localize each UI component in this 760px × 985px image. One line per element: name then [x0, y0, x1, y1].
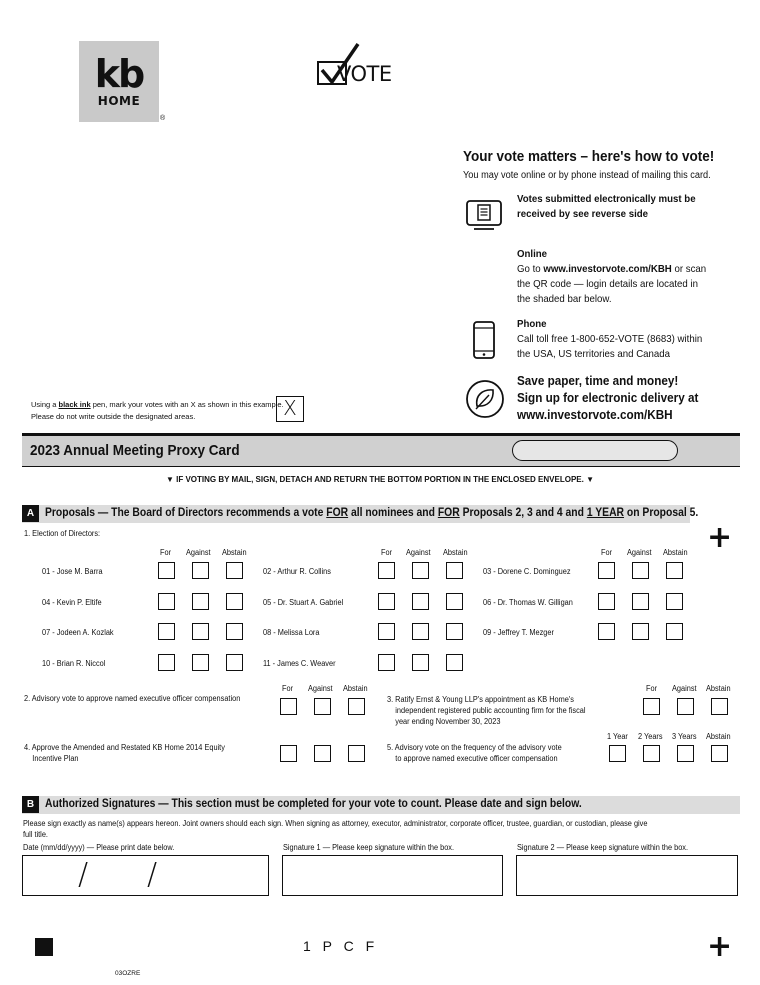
checkbox-abstain[interactable]	[226, 593, 243, 610]
checkbox-for[interactable]	[598, 593, 615, 610]
date-separator: /	[147, 857, 158, 892]
section-b-heading: Authorized Signatures — This section must be completed for your vote to count. Please date and sign below.	[45, 798, 582, 810]
checkbox-abstain[interactable]	[348, 698, 365, 715]
signature-1-field[interactable]	[282, 855, 503, 896]
checkbox-2-years[interactable]	[643, 745, 660, 762]
registration-plus-mark: +	[707, 520, 733, 555]
director-name: 09 - Jeffrey T. Mezger	[483, 628, 554, 637]
col-header-abstain: Abstain	[343, 684, 368, 693]
proposal-4-text: 4. Approve the Amended and Restated KB Home 2014 Equity Incentive Plan	[24, 743, 225, 763]
col-header-for: For	[381, 548, 393, 557]
how-to-vote-subtitle: You may vote online or by phone instead of mailing this card.	[463, 170, 711, 181]
checkbox-against[interactable]	[192, 654, 209, 671]
checkbox-1-year[interactable]	[609, 745, 626, 762]
director-name: 01 - Jose M. Barra	[42, 567, 103, 576]
checkbox-against[interactable]	[412, 654, 429, 671]
checkbox-for[interactable]	[158, 654, 175, 671]
col-header-abstain: Abstain	[443, 548, 468, 557]
phone-label: Phone	[517, 318, 547, 330]
proposal-2-text: 2. Advisory vote to approve named executive officer compensation	[24, 694, 241, 703]
checkbox-for[interactable]	[280, 698, 297, 715]
checkbox-for[interactable]	[378, 623, 395, 640]
date-label: Date (mm/dd/yyyy) — Please print date below.	[23, 843, 175, 852]
section-a-letter: A	[22, 505, 39, 522]
director-name: 04 - Kevin P. Eltife	[42, 598, 102, 607]
checkbox-abstain[interactable]	[666, 593, 683, 610]
form-id-code: 1 P C F	[303, 938, 379, 954]
checkbox-abstain[interactable]	[446, 623, 463, 640]
checkbox-against[interactable]	[412, 562, 429, 579]
section-a-heading: Proposals — The Board of Directors recommends a vote FOR all nominees and FOR Proposals 2, 3 and 4 and 1 YEAR on Proposal 5.	[45, 507, 699, 519]
checkbox-abstain[interactable]	[226, 654, 243, 671]
col-header-for: For	[282, 684, 294, 693]
online-voting-info: Online Go to www.investorvote.com/KBH or scan the QR code — login details are located in the shaded bar below.	[517, 248, 707, 305]
phone-voting-info: Phone Call toll free 1-800-652-VOTE (8683) within the USA, US territories and Canada	[517, 318, 703, 360]
logo-home-text: HOME	[97, 94, 141, 108]
vote-logo-text: VOTE	[337, 62, 392, 86]
director-name: 03 - Dorene C. Dominguez	[483, 567, 571, 576]
checkbox-abstain[interactable]	[226, 623, 243, 640]
section-b-letter: B	[22, 796, 39, 813]
checkbox-abstain[interactable]	[666, 562, 683, 579]
checkbox-against[interactable]	[192, 593, 209, 610]
director-name: 07 - Jodeen A. Kozlak	[42, 628, 114, 637]
signature-2-field[interactable]	[516, 855, 738, 896]
divider	[22, 466, 740, 467]
checkbox-for[interactable]	[158, 562, 175, 579]
checkbox-for[interactable]	[643, 698, 660, 715]
director-name: 02 - Arthur R. Collins	[263, 567, 331, 576]
checkbox-against[interactable]	[632, 623, 649, 640]
col-header-abstain: Abstain	[706, 684, 731, 693]
checkbox-against[interactable]	[192, 562, 209, 579]
electronic-deadline-text: Votes submitted electronically must be received by see reverse side	[517, 193, 696, 220]
delivery-url-link[interactable]: www.investorvote.com/KBH	[517, 407, 673, 422]
col-header-against: Against	[406, 548, 431, 557]
checkbox-for[interactable]	[598, 562, 615, 579]
checkbox-abstain[interactable]	[446, 654, 463, 671]
proxy-card-title: 2023 Annual Meeting Proxy Card	[30, 442, 240, 459]
col-header-abstain: Abstain	[663, 548, 688, 557]
checkbox-against[interactable]	[632, 593, 649, 610]
how-to-vote-title: Your vote matters – here's how to vote!	[463, 148, 715, 165]
proposal-5-text: 5. Advisory vote on the frequency of the advisory vote to approve named executive officer compensation	[387, 743, 562, 763]
col-header-2-years: 2 Years	[638, 732, 663, 741]
checkbox-abstain[interactable]	[348, 745, 365, 762]
marking-instructions: Using a black ink pen, mark your votes with an X as shown in this example. Please do not write outside the designated areas.	[31, 400, 284, 421]
checkbox-against[interactable]	[314, 698, 331, 715]
vote-logo	[316, 42, 391, 88]
proposal-3-text: 3. Ratify Ernst & Young LLP's appointment as KB Home's independent registered public accounting firm for the fiscal year ending November 30, 2023	[387, 695, 586, 726]
print-code: 03OZRE	[115, 970, 141, 977]
example-mark-box: X	[276, 396, 304, 422]
electronic-delivery-promo: Save paper, time and money! Sign up for electronic delivery at www.investorvote.com/KBH	[517, 373, 699, 422]
checkbox-against[interactable]	[632, 562, 649, 579]
col-header-for: For	[646, 684, 658, 693]
director-name: 11 - James C. Weaver	[263, 659, 336, 668]
checkbox-abstain[interactable]	[226, 562, 243, 579]
logo-kb-text: kb	[94, 52, 144, 96]
ballot-box-icon	[465, 199, 503, 231]
date-field[interactable]	[22, 855, 269, 896]
checkbox-for[interactable]	[378, 654, 395, 671]
signing-instructions: Please sign exactly as name(s) appears hereon. Joint owners should each sign. When signing as attorney, executor, administrator, corporate officer, trustee, guardian, or custodian, please give full title.	[23, 819, 648, 839]
checkbox-against[interactable]	[192, 623, 209, 640]
col-header-abstain: Abstain	[222, 548, 247, 557]
col-header-3-years: 3 Years	[672, 732, 697, 741]
col-header-abstain: Abstain	[706, 732, 731, 741]
checkbox-against[interactable]	[412, 593, 429, 610]
phone-icon	[472, 320, 496, 360]
registration-plus-mark: +	[707, 929, 733, 964]
checkbox-for[interactable]	[378, 593, 395, 610]
checkbox-for[interactable]	[378, 562, 395, 579]
signature-2-label: Signature 2 — Please keep signature within the box.	[517, 843, 689, 852]
leaf-icon	[465, 379, 505, 419]
online-url-link[interactable]: www.investorvote.com/KBH	[543, 263, 672, 275]
checkbox-for[interactable]	[280, 745, 297, 762]
director-name: 08 - Melissa Lora	[263, 628, 320, 637]
election-of-directors-label: 1. Election of Directors:	[24, 529, 101, 538]
online-label: Online	[517, 248, 548, 260]
checkbox-for[interactable]	[158, 623, 175, 640]
checkbox-abstain[interactable]	[711, 698, 728, 715]
signature-1-label: Signature 1 — Please keep signature within the box.	[283, 843, 455, 852]
control-number-pill	[512, 440, 678, 461]
checkbox-against[interactable]	[677, 698, 694, 715]
detach-instruction: ▼ IF VOTING BY MAIL, SIGN, DETACH AND RETURN THE BOTTOM PORTION IN THE ENCLOSED ENVELOPE. ▼	[165, 475, 594, 484]
col-header-against: Against	[672, 684, 697, 693]
director-name: 10 - Brian R. Niccol	[42, 659, 106, 668]
col-header-against: Against	[186, 548, 211, 557]
col-header-for: For	[601, 548, 613, 557]
director-name: 05 - Dr. Stuart A. Gabriel	[263, 598, 344, 607]
checkbox-for[interactable]	[158, 593, 175, 610]
date-separator: /	[78, 857, 89, 892]
col-header-1-year: 1 Year	[607, 732, 628, 741]
checkbox-abstain[interactable]	[446, 593, 463, 610]
checkbox-3-years[interactable]	[677, 745, 694, 762]
director-name: 06 - Dr. Thomas W. Gilligan	[483, 598, 573, 607]
registration-square-mark	[35, 938, 53, 956]
checkbox-abstain[interactable]	[666, 623, 683, 640]
col-header-for: For	[160, 548, 172, 557]
col-header-against: Against	[627, 548, 652, 557]
checkbox-against[interactable]	[314, 745, 331, 762]
checkbox-for[interactable]	[598, 623, 615, 640]
checkbox-abstain[interactable]	[711, 745, 728, 762]
registered-mark: ®	[160, 115, 166, 122]
checkbox-abstain[interactable]	[446, 562, 463, 579]
kb-home-logo	[79, 41, 159, 122]
col-header-against: Against	[308, 684, 333, 693]
checkbox-against[interactable]	[412, 623, 429, 640]
